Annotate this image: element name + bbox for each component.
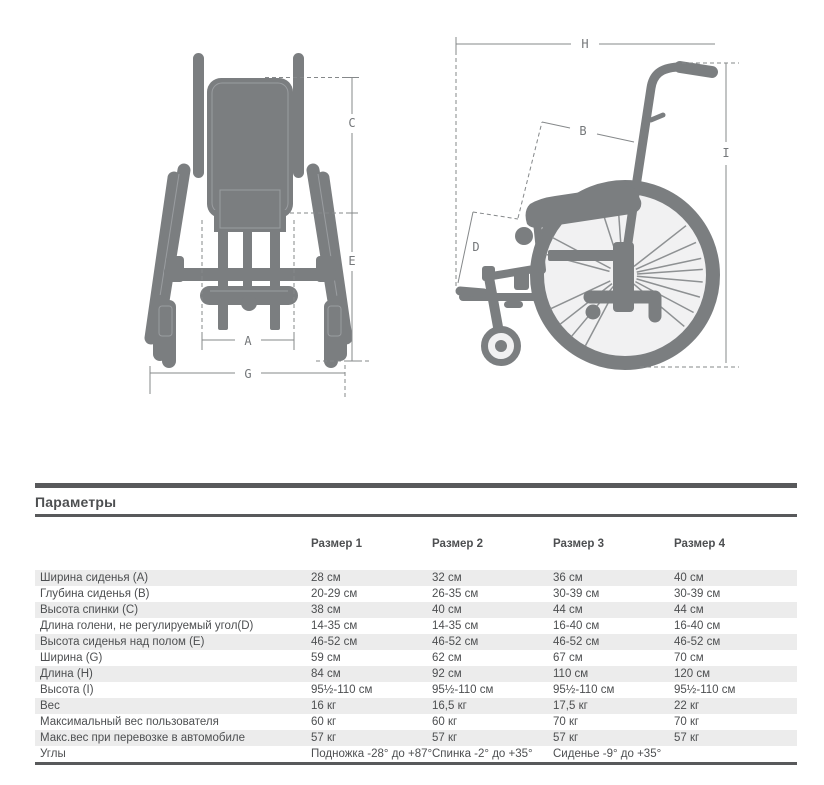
- dim-label-b: B: [579, 124, 587, 138]
- row-label: Высота (I): [40, 684, 94, 696]
- dim-label-d: D: [472, 240, 480, 254]
- table-row: [35, 570, 797, 586]
- row-value: 28 см: [311, 572, 341, 584]
- row-value: 95½-110 см: [432, 684, 494, 696]
- row-value: 46-52 см: [553, 636, 600, 648]
- row-value: 70 кг: [674, 716, 700, 728]
- row-label: Ширина сиденья (A): [40, 572, 149, 584]
- row-label: Высота спинки (C): [40, 604, 139, 616]
- row-value: 67 см: [553, 652, 583, 664]
- row-value: 57 кг: [311, 732, 337, 744]
- table-row: [35, 730, 797, 746]
- column-header-size1: Размер 1: [311, 538, 363, 550]
- table-row: [35, 618, 797, 634]
- dim-label-a: A: [244, 334, 252, 348]
- row-label: Максимальный вес пользователя: [40, 716, 219, 728]
- table-row: [35, 682, 797, 698]
- row-label: Вес: [40, 700, 60, 712]
- table-bottom-border: [35, 762, 797, 765]
- front-silhouette: [151, 53, 347, 368]
- wheelchair-front-view-drawing: [130, 20, 390, 400]
- row-value: 92 см: [432, 668, 462, 680]
- row-value: 20-29 см: [311, 588, 358, 600]
- row-value: 44 см: [674, 604, 704, 616]
- dim-label-c: C: [348, 116, 356, 130]
- row-value: 38 см: [311, 604, 341, 616]
- row-value: 57 кг: [553, 732, 579, 744]
- row-value: 60 кг: [432, 716, 458, 728]
- row-label: Макс.вес при перевозке в автомобиле: [40, 732, 245, 744]
- row-value: 95½-110 см: [674, 684, 736, 696]
- row-value: 57 кг: [674, 732, 700, 744]
- row-value: 120 см: [674, 668, 711, 680]
- table-row: [35, 666, 797, 682]
- row-value: 14-35 см: [311, 620, 358, 632]
- table-row: [35, 586, 797, 602]
- row-value: 32 см: [432, 572, 462, 584]
- row-value: 14-35 см: [432, 620, 479, 632]
- row-value: 57 кг: [432, 732, 458, 744]
- row-value: 110 см: [553, 668, 589, 680]
- row-value: 30-39 см: [553, 588, 600, 600]
- row-value: 40 см: [432, 604, 462, 616]
- row-value: 16 кг: [311, 700, 337, 712]
- section-top-bar: [35, 483, 797, 488]
- row-label: Углы: [40, 748, 66, 760]
- row-value: 26-35 см: [432, 588, 479, 600]
- row-value: 40 см: [674, 572, 704, 584]
- wheelchair-side-view-drawing: [430, 20, 750, 400]
- table-row: [35, 634, 797, 650]
- row-value: Спинка -2° до +35°: [432, 748, 533, 760]
- row-label: Высота сиденья над полом (E): [40, 636, 205, 648]
- row-value: Сиденье -9° до +35°: [553, 748, 662, 760]
- row-value: 95½-110 см: [553, 684, 615, 696]
- row-value: 46-52 см: [311, 636, 358, 648]
- column-header-size4: Размер 4: [674, 538, 726, 550]
- row-label: Длина (H): [40, 668, 93, 680]
- parameters-table-rows: [35, 570, 797, 762]
- dim-label-i: I: [722, 146, 730, 160]
- dim-label-g: G: [244, 367, 252, 381]
- row-value: 36 см: [553, 572, 583, 584]
- row-value: 22 кг: [674, 700, 700, 712]
- title-divider: [35, 514, 797, 517]
- row-value: 46-52 см: [432, 636, 479, 648]
- row-value: 17,5 кг: [553, 700, 588, 712]
- column-header-size3: Размер 3: [553, 538, 605, 550]
- row-value: 30-39 см: [674, 588, 721, 600]
- front-caster-wheel: [485, 330, 518, 363]
- dim-label-e: E: [348, 254, 356, 268]
- row-value: [674, 746, 795, 762]
- row-value: Подножка -28° до +87°: [311, 748, 433, 760]
- table-row: [35, 714, 797, 730]
- row-value: 70 кг: [553, 716, 579, 728]
- table-row: [35, 698, 797, 714]
- row-value: 95½-110 см: [311, 684, 373, 696]
- header-spacer: [35, 537, 311, 551]
- row-label: Длина голени, не регулируемый угол(D): [40, 620, 254, 632]
- row-value: 70 см: [674, 652, 704, 664]
- row-value: 16,5 кг: [432, 700, 467, 712]
- table-row: [35, 746, 797, 762]
- column-header-size2: Размер 2: [432, 538, 484, 550]
- row-label: Глубина сиденья (B): [40, 588, 150, 600]
- row-value: 59 см: [311, 652, 341, 664]
- row-value: 16-40 см: [553, 620, 600, 632]
- row-value: 60 кг: [311, 716, 337, 728]
- row-value: 16-40 см: [674, 620, 721, 632]
- row-value: 62 см: [432, 652, 462, 664]
- table-header-row: [35, 537, 797, 551]
- row-label: Ширина (G): [40, 652, 103, 664]
- table-row: [35, 650, 797, 666]
- parameters-section: [35, 483, 797, 765]
- section-title: Параметры: [35, 494, 117, 510]
- row-value: 44 см: [553, 604, 583, 616]
- row-value: 46-52 см: [674, 636, 721, 648]
- dim-label-h: H: [581, 37, 589, 51]
- row-value: 84 см: [311, 668, 341, 680]
- table-row: [35, 602, 797, 618]
